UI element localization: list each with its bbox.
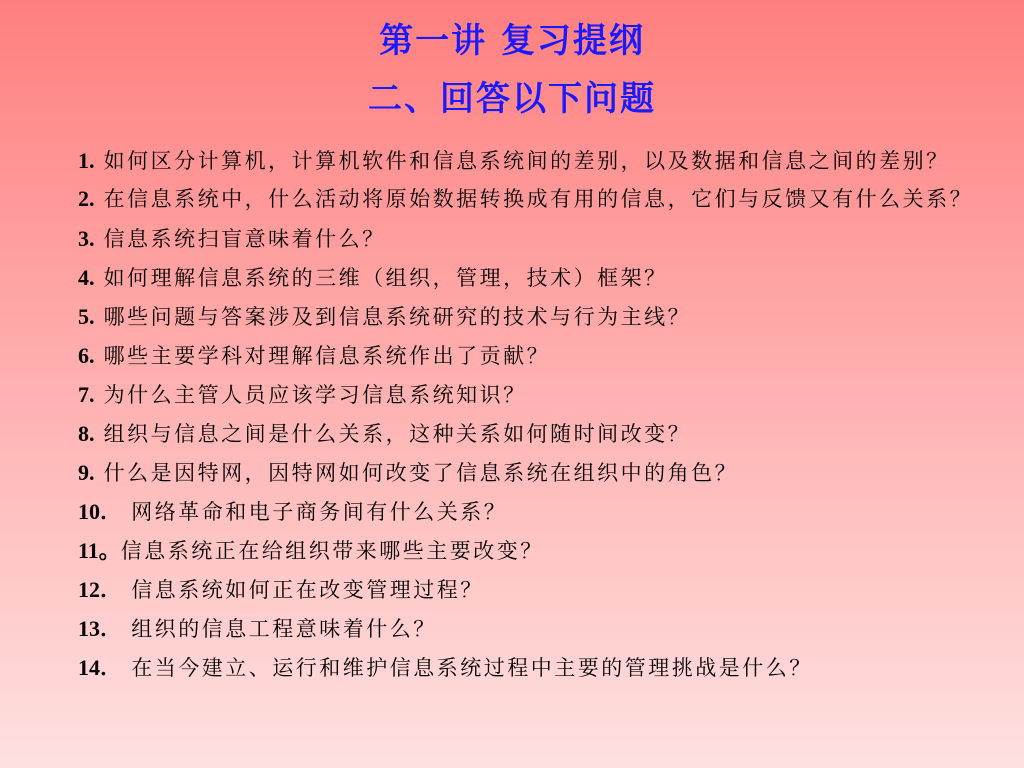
question-number: 10． <box>78 499 123 524</box>
question-number: 4. <box>78 265 95 290</box>
question-item <box>38 221 990 257</box>
question-text: 哪些问题与答案涉及到信息系统研究的技术与行为主线？ <box>94 305 692 329</box>
question-item <box>38 650 990 686</box>
question-number: 1. <box>78 148 95 173</box>
question-item <box>38 145 990 177</box>
question-item <box>38 416 990 452</box>
question-text: 在信息系统中，什么活动将原始数据转换成有用的信息，它们与反馈又有什么关系？ <box>94 187 974 211</box>
question-text: 如何区分计算机，计算机软件和信息系统间的差别，以及数据和信息之间的差别？ <box>94 149 950 173</box>
question-number: 5. <box>78 304 95 329</box>
slide-title: 第一讲 复习提纲 <box>379 21 645 61</box>
question-text: 组织的信息工程意味着什么？ <box>122 617 437 641</box>
question-item <box>38 455 990 491</box>
question-item <box>38 377 990 413</box>
question-number: 12． <box>78 577 123 602</box>
question-item <box>38 260 990 296</box>
question-text: 什么是因特网，因特网如何改变了信息系统在组织中的角色？ <box>94 461 739 485</box>
question-text: 哪些主要学科对理解信息系统作出了贡献？ <box>94 344 551 368</box>
question-item <box>38 611 990 647</box>
question-text: 如何理解信息系统的三维（组织，管理，技术）框架？ <box>94 266 668 290</box>
question-item <box>38 338 990 374</box>
question-text: 在当今建立、运行和维护信息系统过程中主要的管理挑战是什么？ <box>122 656 813 680</box>
question-text: 为什么主管人员应该学习信息系统知识？ <box>94 383 527 407</box>
question-number: 6. <box>78 343 95 368</box>
question-item <box>38 494 990 530</box>
slide-subtitle: 二、回答以下问题 <box>368 79 656 119</box>
question-list <box>38 145 990 689</box>
question-number: 11。 <box>78 538 121 563</box>
question-number: 3. <box>78 226 95 251</box>
question-number: 9. <box>78 460 95 485</box>
question-item <box>38 572 990 608</box>
question-number: 8. <box>78 421 95 446</box>
question-text: 组织与信息之间是什么关系，这种关系如何随时间改变？ <box>94 422 692 446</box>
question-number: 13． <box>78 616 123 641</box>
question-text: 网络革命和电子商务间有什么关系？ <box>122 500 508 524</box>
question-text: 信息系统正在给组织带来哪些主要改变？ <box>120 539 544 563</box>
question-item <box>38 183 990 215</box>
question-number: 2. <box>78 186 95 211</box>
question-number: 7. <box>78 382 95 407</box>
question-number: 14． <box>78 655 123 680</box>
question-item <box>38 299 990 335</box>
question-text: 信息系统如何正在改变管理过程？ <box>122 578 484 602</box>
question-item <box>38 533 990 569</box>
question-text: 信息系统扫盲意味着什么？ <box>94 227 386 251</box>
